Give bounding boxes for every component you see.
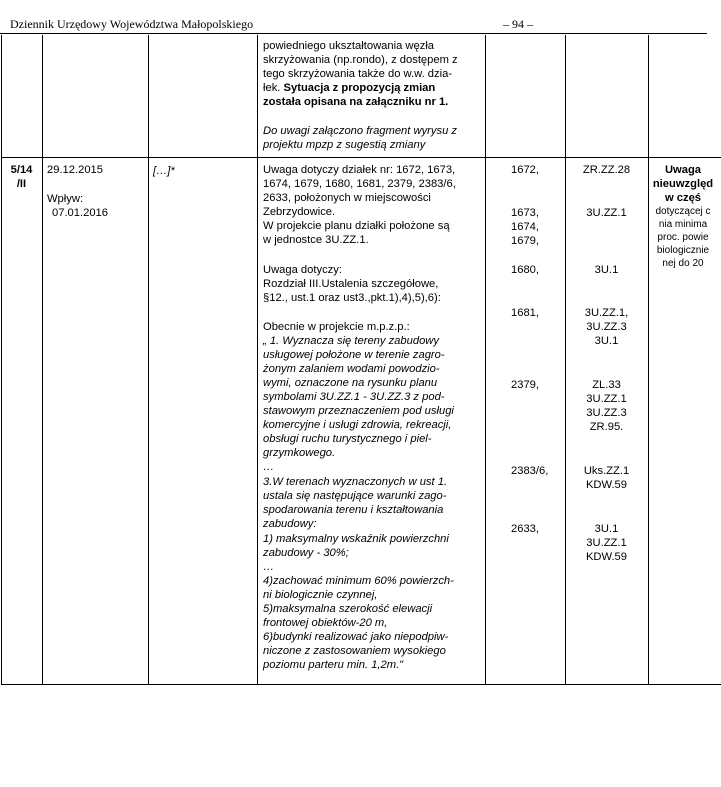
attachment-note-line: Do uwagi załączono fragment wyrysu z bbox=[263, 125, 458, 137]
parcel-number: 2383/6, bbox=[511, 465, 549, 477]
content-line: powiedniego ukształtowania węzła bbox=[263, 40, 435, 52]
parcel-number: 1673, bbox=[511, 207, 539, 219]
quote-line: poziomu parteru min. 1,2m." bbox=[263, 659, 404, 671]
quote-line: 6)budynki realizować jako niepodpiw- bbox=[263, 631, 449, 643]
quote-line: wymi, oznaczone na rysunku planu bbox=[263, 377, 438, 389]
applicant-name: […]* bbox=[153, 165, 175, 177]
decision-text: nia minima bbox=[658, 219, 708, 230]
content-line: §12., ust.1 oraz ust3.,pkt.1),4),5),6): bbox=[263, 292, 441, 304]
quote-line: 4)zachować minimum 60% powierzch- bbox=[263, 575, 454, 587]
decision-line: Uwaga bbox=[664, 164, 702, 176]
quote-line: 1) maksymalny wskaźnik powierzchni bbox=[263, 533, 449, 545]
content-line: 2633, położonych w miejscowości bbox=[263, 192, 431, 204]
submission-date: 29.12.2015 bbox=[47, 164, 103, 176]
col-border bbox=[485, 35, 486, 685]
quote-line: usługowej położone w terenie zagro- bbox=[263, 349, 445, 361]
quote-line: „ 1. Wyznacza się tereny zabudowy bbox=[263, 335, 439, 347]
designation-code: ZL.33 bbox=[592, 379, 621, 391]
header-rule bbox=[0, 33, 707, 34]
col-border bbox=[648, 35, 649, 685]
parcel-number: 1681, bbox=[511, 307, 539, 319]
content-word: łek. bbox=[263, 82, 281, 94]
bold-note: Sytuacja z propozycją zmian bbox=[283, 82, 436, 94]
designation-code: ZR.95. bbox=[589, 421, 624, 433]
decision-line: w częś bbox=[664, 192, 702, 204]
parcel-number: 1679, bbox=[511, 235, 539, 247]
row-border bbox=[1, 157, 721, 158]
designation-code: 3U.ZZ.3 bbox=[586, 321, 627, 333]
content-line bbox=[263, 81, 435, 95]
row-number: /II bbox=[16, 178, 27, 190]
designation-code: 3U.1 bbox=[594, 523, 619, 535]
col-border bbox=[257, 35, 258, 685]
col-border bbox=[565, 35, 566, 685]
decision-text: biologicznie bbox=[656, 245, 710, 256]
col-border bbox=[1, 35, 2, 685]
quote-line: zabudowy - 30%; bbox=[263, 547, 349, 559]
designation-code: 3U.ZZ.3 bbox=[586, 407, 627, 419]
content-line: Obecnie w projekcie m.p.z.p.: bbox=[263, 321, 410, 333]
col-border bbox=[148, 35, 149, 685]
designation-code: 3U.1 bbox=[594, 264, 619, 276]
quote-line: komercyjne i usługi zdrowia, rekreacji, bbox=[263, 419, 452, 431]
designation-code: ZR.ZZ.28 bbox=[582, 164, 631, 176]
content-line: W projekcie planu działki położone są bbox=[263, 220, 450, 232]
quote-line: stawowym przeznaczeniem pod usługi bbox=[263, 405, 454, 417]
decision-text: nej do 20 bbox=[662, 258, 704, 269]
received-date: 07.01.2016 bbox=[52, 207, 108, 219]
journal-title: Dziennik Urzędowy Województwa Małopolskiego bbox=[10, 17, 254, 31]
content-line: w jednostce 3U.ZZ.1. bbox=[263, 234, 369, 246]
content-line: Uwaga dotyczy działek nr: 1672, 1673, bbox=[263, 164, 456, 176]
quote-line: grzymkowego. bbox=[263, 447, 336, 459]
parcel-number: 1674, bbox=[511, 221, 539, 233]
designation-code: 3U.ZZ.1 bbox=[586, 393, 627, 405]
quote-line: żonym zalaniem wodami powodzio- bbox=[263, 363, 440, 375]
row-border bbox=[1, 684, 721, 685]
parcel-number: 2379, bbox=[511, 379, 539, 391]
comments-table bbox=[1, 35, 721, 685]
quote-line: … bbox=[263, 461, 275, 473]
quote-line: spodarowania terenu i kształtowania bbox=[263, 504, 444, 516]
content-line: skrzyżowania (np.rondo), z dostępem z bbox=[263, 54, 458, 66]
decision-text: proc. powie bbox=[657, 232, 709, 243]
designation-code: Uks.ZZ.1 bbox=[583, 465, 630, 477]
content-line: 1674, 1679, 1680, 1681, 2379, 2383/6, bbox=[263, 178, 456, 190]
received-label: Wpływ: bbox=[47, 193, 84, 205]
quote-line: … bbox=[263, 561, 275, 573]
designation-code: KDW.59 bbox=[585, 551, 628, 563]
content-line: Zebrzydowice. bbox=[263, 206, 336, 218]
quote-line: frontowej obiektów-20 m, bbox=[263, 617, 388, 629]
attachment-note-line: projektu mpzp z sugestią zmiany bbox=[263, 139, 426, 151]
designation-code: KDW.59 bbox=[585, 479, 628, 491]
quote-line: obsługi ruchu turystycznego i piel- bbox=[263, 433, 432, 445]
row-number: 5/14 bbox=[10, 164, 33, 176]
quote-line: symbolami 3U.ZZ.1 - 3U.ZZ.3 z pod- bbox=[263, 391, 445, 403]
bold-note-line: została opisana na załączniku nr 1. bbox=[263, 96, 449, 108]
decision-text: dotyczącej c bbox=[655, 206, 711, 217]
quote-line: ni biologicznie czynnej, bbox=[263, 589, 378, 601]
parcel-number: 1680, bbox=[511, 264, 539, 276]
content-line: Rozdział III.Ustalenia szczegółowe, bbox=[263, 278, 439, 290]
quote-line: niczone z zastosowaniem wysokiego bbox=[263, 645, 446, 657]
col-border bbox=[42, 35, 43, 685]
content-line: Uwaga dotyczy: bbox=[263, 264, 342, 276]
quote-line: zabudowy: bbox=[263, 518, 317, 530]
quote-line: 3.W terenach wyznaczonych w ust 1. bbox=[263, 476, 448, 488]
quote-line: ustala się następujące warunki zago- bbox=[263, 490, 447, 502]
decision-line: nieuwzględ bbox=[652, 178, 714, 190]
page-number: – 94 – bbox=[503, 17, 533, 31]
parcel-number: 1672, bbox=[511, 164, 539, 176]
designation-code: 3U.ZZ.1 bbox=[586, 537, 627, 549]
designation-code: 3U.1 bbox=[594, 335, 619, 347]
parcel-number: 2633, bbox=[511, 523, 539, 535]
quote-line: 5)maksymalna szerokość elewacji bbox=[263, 603, 433, 615]
content-line: tego skrzyżowania także do w.w. dzia- bbox=[263, 68, 453, 80]
designation-code: 3U.ZZ.1 bbox=[586, 207, 627, 219]
designation-code: 3U.ZZ.1, bbox=[584, 307, 629, 319]
